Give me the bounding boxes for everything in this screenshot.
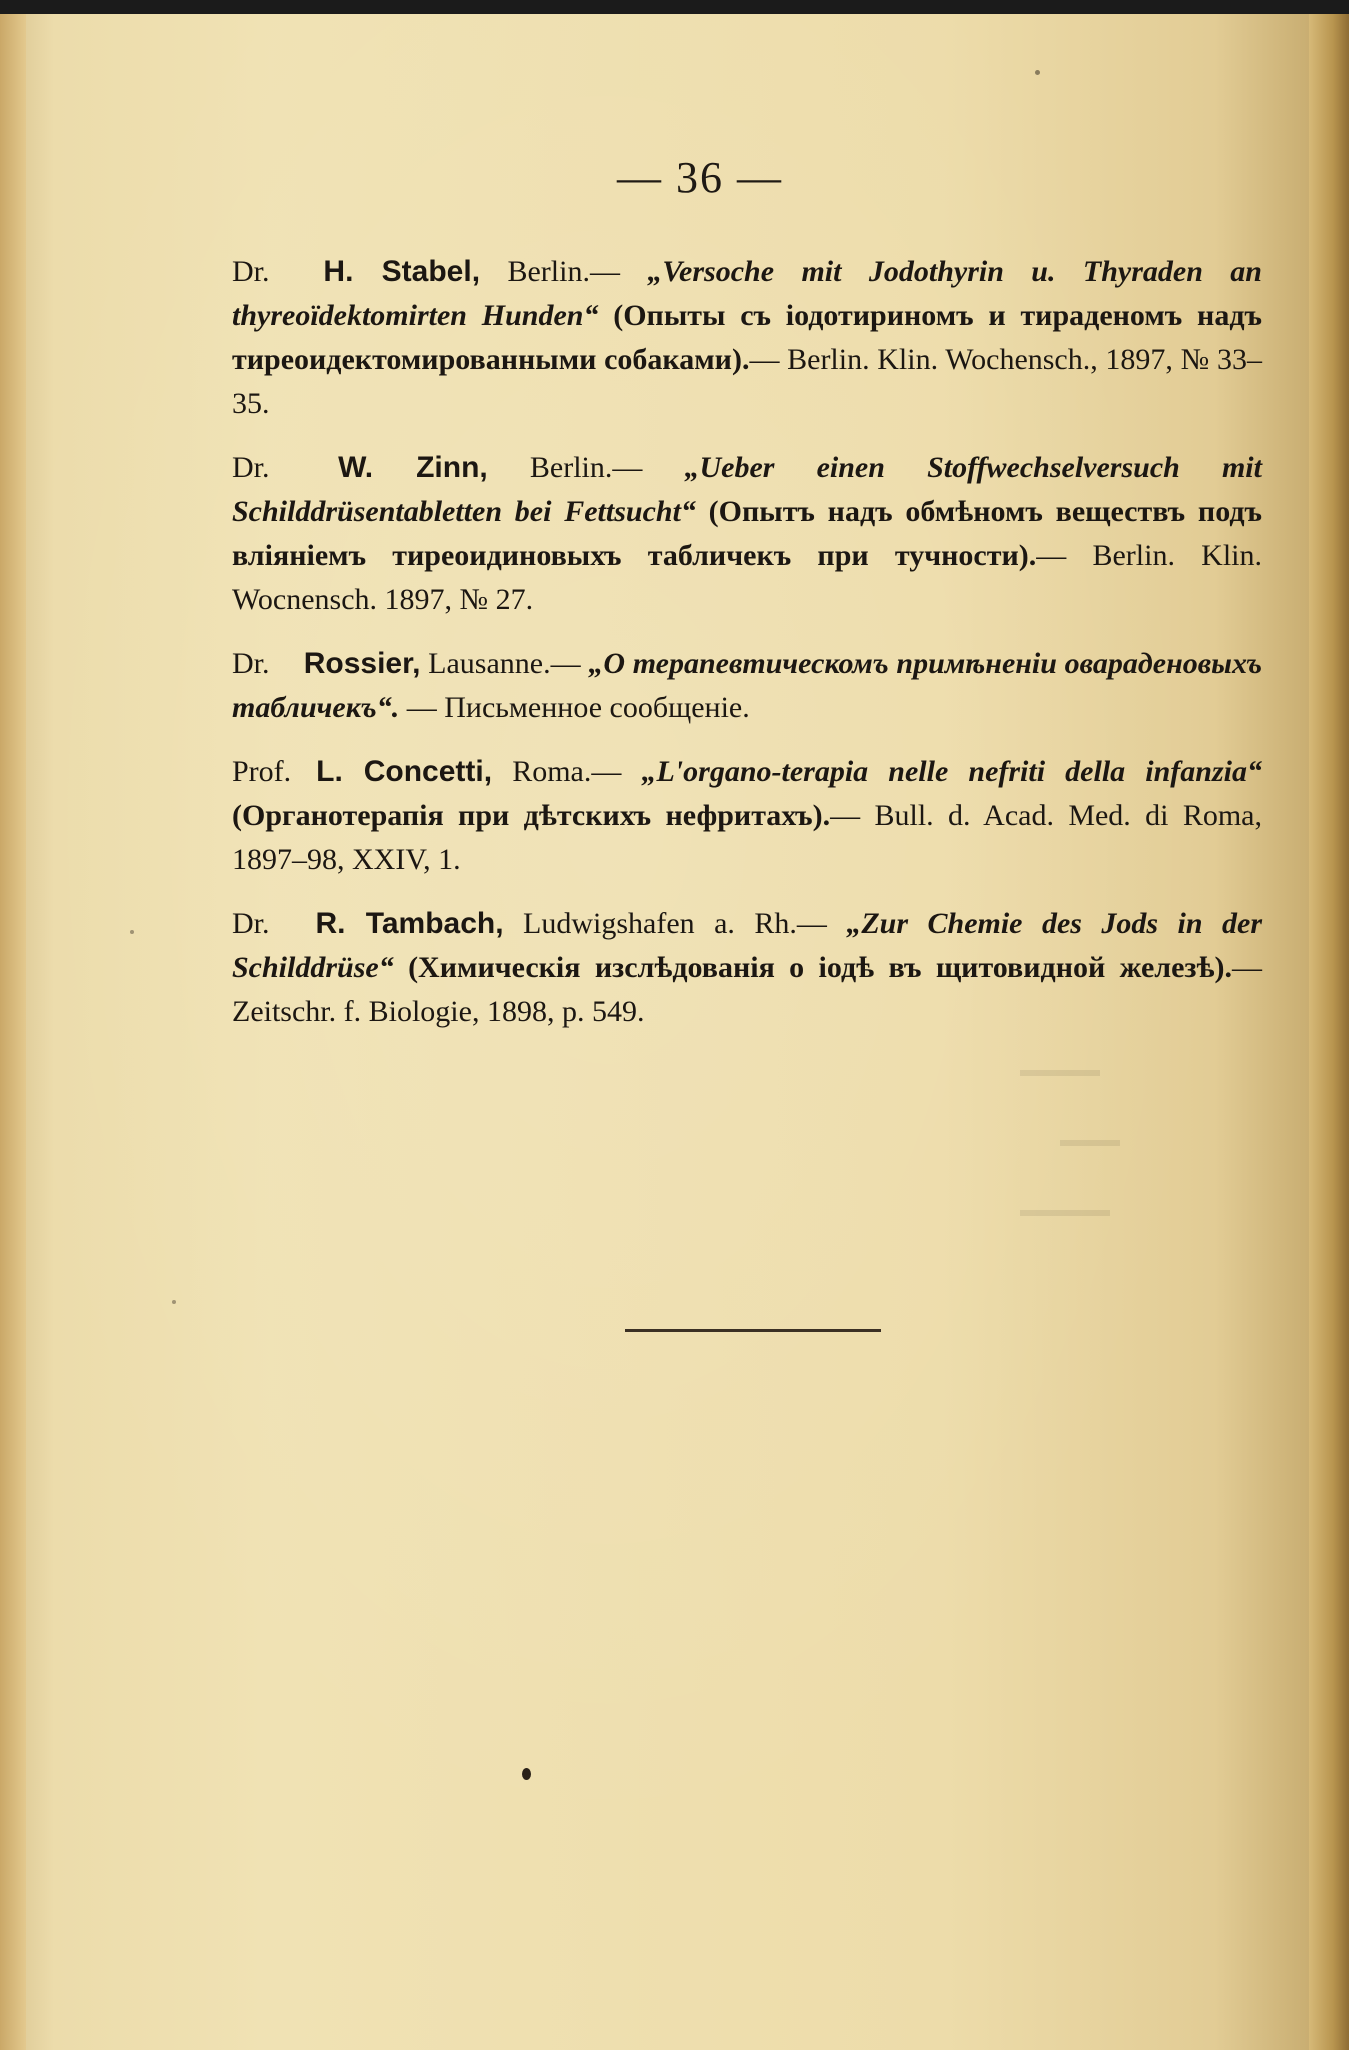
entry-place: Berlin.— — [480, 255, 648, 288]
bibliography-entry — [232, 902, 1262, 1034]
section-separator-rule — [625, 1329, 881, 1332]
entry-author: R. Tambach, — [315, 907, 504, 940]
entry-author: Rossier, — [303, 647, 421, 680]
entry-author: H. Stabel, — [323, 255, 481, 288]
entry-title: Dr. — [232, 451, 270, 484]
show-through-bleed — [1060, 1140, 1120, 1146]
entry-author: W. Zinn, — [338, 451, 488, 484]
bibliography-entry — [232, 642, 1262, 730]
entry-title: Prof. — [232, 755, 292, 788]
entry-source: — Bull. d. Acad. Med. di Roma, 1897–98, XXIV, 1. — [232, 799, 1262, 876]
page-right-edge — [1309, 14, 1349, 2050]
entry-translation: (Химическія изслѣдованія о іодѣ въ щитовидной железѣ). — [393, 951, 1232, 984]
page-left-edge — [0, 14, 26, 2050]
entry-source: — Письменное сообщеніе. — [399, 691, 750, 724]
page-number: — 36 — — [617, 153, 783, 202]
entry-work-title: „Versoche mit Jodothyrin u. Thyraden an thyreoïdektomirten Hunden“ — [232, 255, 1262, 332]
entry-translation: (Органотерапія при дѣтскихъ нефритахъ). — [232, 799, 831, 832]
bibliography-list — [232, 250, 1262, 1054]
ink-speck — [130, 930, 134, 934]
entry-place: Lausanne.— — [420, 647, 589, 680]
entry-title: Dr. — [232, 907, 270, 940]
bibliography-entry — [232, 750, 1262, 882]
ink-speck — [522, 1768, 531, 1780]
entry-work-title: „Ueber einen Stoffwechselversuch mit Schilddrüsentabletten bei Fettsucht“ — [232, 451, 1262, 528]
entry-work-title: „Zur Chemie des Jods in der Schilddrüse“ — [232, 907, 1263, 984]
bibliography-entry — [232, 446, 1262, 622]
show-through-bleed — [1020, 1070, 1100, 1076]
entry-title: Dr. — [232, 647, 270, 680]
entry-work-title: „L'organo-terapia nelle nefriti della infanzia“ — [641, 755, 1262, 788]
entry-title: Dr. — [232, 255, 270, 288]
scan-top-edge — [0, 0, 1349, 14]
entry-place: Berlin.— — [487, 451, 685, 484]
entry-source: — Zeitschr. f. Biologie, 1898, p. 549. — [232, 951, 1262, 1028]
ink-speck — [1035, 70, 1040, 75]
entry-translation: (Опытъ надъ обмѣномъ веществъ подъ вліяніемъ тиреоидиновыхъ табличекъ при тучности). — [232, 495, 1262, 572]
entry-author: L. Concetti, — [316, 755, 493, 788]
entry-place: Roma.— — [492, 755, 642, 788]
show-through-bleed — [1020, 1210, 1110, 1216]
ink-speck — [172, 1300, 176, 1304]
entry-source: — Berlin. Klin. Wochensch., 1897, № 33–35. — [232, 343, 1263, 420]
bibliography-entry — [232, 250, 1262, 426]
entry-place: Ludwigshafen a. Rh.— — [503, 907, 847, 940]
entry-translation: (Опыты съ іодотириномъ и тираденомъ надъ тиреоидектомированными собаками). — [232, 299, 1263, 376]
entry-source: — Berlin. Klin. Wocnensch. 1897, № 27. — [232, 539, 1262, 616]
entry-work-title: „О терапевтическомъ примѣненіи овараденовыхъ табличекъ“. — [232, 647, 1262, 724]
